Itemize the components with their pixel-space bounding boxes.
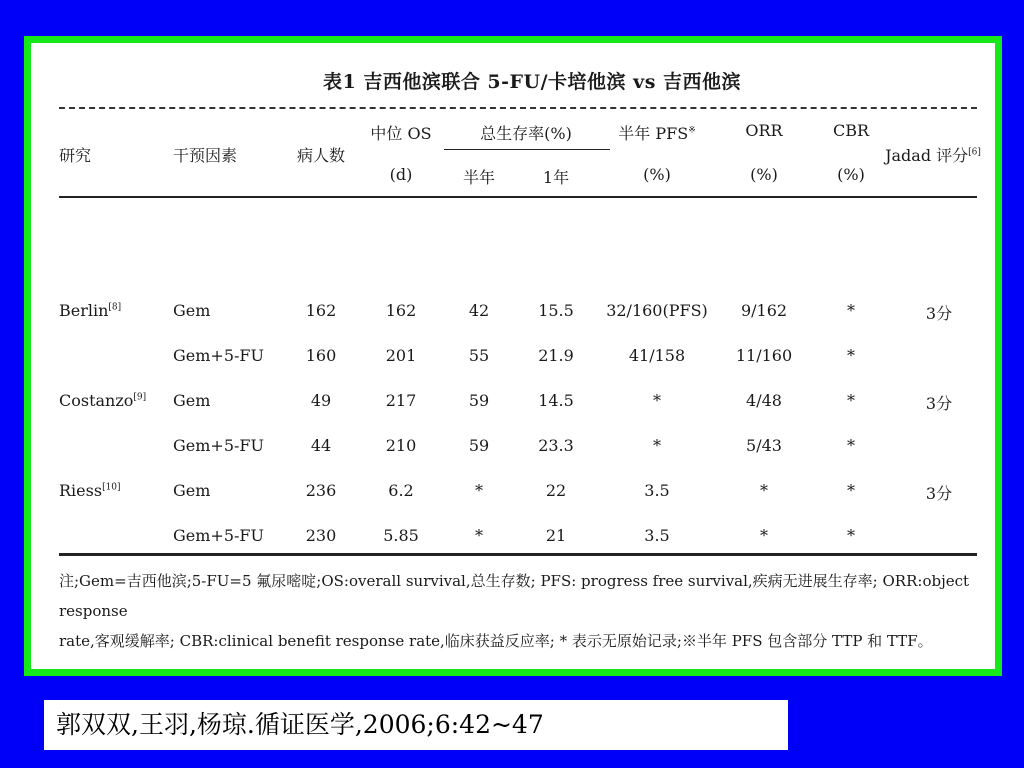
citation-box: 郭双双,王羽,杨琼.循证医学,2006;6:42~47 [44, 700, 788, 750]
table-image-frame [24, 36, 1002, 676]
cell-half-text: * [475, 481, 483, 500]
cell-os-text: 217 [385, 391, 417, 410]
cell-patients-text: 236 [305, 481, 337, 500]
cell-os [386, 436, 417, 455]
cell-pfs-text: 41/158 [628, 346, 686, 365]
header-orr: ORR [745, 121, 783, 140]
cell-half-text: 59 [468, 436, 490, 455]
header-intervention: 干预因素 [173, 146, 238, 165]
cell-half [475, 481, 483, 500]
cell-half [475, 526, 483, 545]
cell-patients-text: 230 [305, 526, 337, 545]
cell-one [538, 301, 574, 320]
top-rule [59, 107, 977, 109]
cell-intervention-text: Gem+5-FU [173, 436, 264, 455]
cell-one-text: 22 [545, 481, 567, 500]
note-line-1: 注;Gem=吉西他滨;5-FU=5 氟尿嘧啶;OS:overall survival,总生存数; PFS: progress free survival,疾病无进展生存率; ORR:object response [59, 572, 970, 620]
cell-half [469, 391, 489, 410]
cell-intervention [173, 481, 210, 500]
cell-one [538, 346, 574, 365]
cell-intervention-text: Gem [173, 481, 211, 500]
cell-os [388, 481, 413, 500]
cell-jadad [926, 301, 952, 324]
table-document [59, 43, 1005, 669]
header-jadad [885, 143, 981, 166]
table-row [59, 391, 1005, 431]
cell-cbr [847, 436, 855, 455]
table-row [59, 481, 1005, 521]
cell-one-text: 14.5 [538, 391, 574, 410]
cell-patients-text: 162 [305, 301, 337, 320]
header-median-os: 中位 OS [370, 124, 432, 143]
study-ref: [8] [108, 302, 122, 313]
cell-one [538, 436, 574, 455]
cell-os-text: 201 [385, 346, 417, 365]
cell-patients [306, 346, 337, 365]
header-jadad-ref: [6] [968, 147, 981, 158]
cell-half-text: 42 [468, 301, 490, 320]
cell-pfs [606, 301, 708, 320]
cell-pfs-text: 3.5 [644, 481, 670, 500]
header-jadad-label: Jadad 评分 [885, 146, 969, 165]
cell-one [546, 526, 566, 545]
cell-cbr-text: * [847, 436, 855, 455]
cell-orr [746, 436, 782, 455]
cell-study-text: Berlin [59, 301, 109, 320]
cell-cbr [847, 346, 855, 365]
cell-orr [741, 301, 787, 320]
bottom-rule [59, 553, 977, 556]
cell-cbr [847, 481, 855, 500]
header-orr-unit: (%) [750, 165, 778, 184]
cell-jadad-text: 3分 [925, 484, 953, 503]
header-overall-survival: 总生存率(%) [480, 124, 572, 143]
study-ref: [10] [102, 482, 121, 493]
cell-half-text: * [475, 526, 483, 545]
cell-patients [306, 481, 337, 500]
cell-one-text: 21.9 [538, 346, 574, 365]
cell-one [546, 481, 566, 500]
cell-pfs-text: 3.5 [644, 526, 670, 545]
cell-intervention [173, 301, 210, 320]
cell-orr-text: 4/48 [746, 391, 782, 410]
cell-intervention [173, 346, 264, 365]
cell-pfs [644, 526, 669, 545]
cell-pfs [644, 481, 669, 500]
cell-study-text: Riess [59, 481, 103, 500]
header-pfs-unit: (%) [643, 165, 671, 184]
cell-jadad [926, 391, 952, 414]
cell-orr [760, 526, 768, 545]
table-note [59, 566, 977, 656]
cell-study [59, 301, 121, 320]
cell-os [386, 346, 417, 365]
cell-pfs-text: 32/160(PFS) [606, 301, 708, 320]
header-rule [59, 196, 977, 198]
cell-cbr-text: * [847, 481, 855, 500]
cell-orr [746, 391, 782, 410]
cell-half [469, 301, 489, 320]
cell-study [59, 391, 146, 410]
cell-intervention-text: Gem [173, 391, 211, 410]
header-median-os-unit: (d) [389, 165, 413, 184]
cell-half [469, 346, 489, 365]
cell-intervention-text: Gem [173, 301, 211, 320]
cell-patients [311, 391, 331, 410]
cell-os-text: 162 [385, 301, 417, 320]
cell-intervention [173, 526, 264, 545]
cell-os-text: 6.2 [388, 481, 414, 500]
cell-pfs [629, 346, 685, 365]
cell-half [469, 436, 489, 455]
cell-orr-text: 9/162 [740, 301, 788, 320]
header-cbr-unit: (%) [837, 165, 865, 184]
cell-one-text: 15.5 [538, 301, 574, 320]
cell-orr-text: 11/160 [735, 346, 793, 365]
cell-intervention [173, 436, 264, 455]
cell-jadad [926, 481, 952, 504]
header-study: 研究 [59, 146, 92, 165]
cell-patients-text: 49 [310, 391, 332, 410]
cell-patients-text: 160 [305, 346, 337, 365]
header-pfs-mark: ※ [688, 125, 696, 136]
cell-cbr-text: * [847, 346, 855, 365]
cell-intervention-text: Gem+5-FU [173, 346, 264, 365]
cell-intervention [173, 391, 210, 410]
cell-cbr-text: * [847, 526, 855, 545]
cell-one-text: 21 [545, 526, 567, 545]
cell-intervention-text: Gem+5-FU [173, 526, 264, 545]
cell-orr [760, 481, 768, 500]
header-one-year: 1年 [542, 168, 570, 187]
cell-orr-text: * [760, 526, 768, 545]
note-line-2: rate,客观缓解率; CBR:clinical benefit response rate,临床获益反应率; * 表示无原始记录;※半年 PFS 包含部分 TTP 和 TTF。 [59, 632, 933, 650]
table-title: 表1 吉西他滨联合 5-FU/卡培他滨 vs 吉西他滨 [322, 71, 742, 93]
study-ref: [9] [133, 392, 147, 403]
cell-jadad-text: 3分 [925, 394, 953, 413]
cell-cbr-text: * [847, 391, 855, 410]
header-pfs-label: 半年 PFS [618, 124, 689, 143]
table-row [59, 436, 1005, 476]
cell-half-text: 55 [468, 346, 490, 365]
table-row [59, 301, 1005, 341]
cell-orr-text: * [760, 481, 768, 500]
table-row [59, 346, 1005, 386]
cell-patients-text: 44 [310, 436, 332, 455]
cell-cbr [847, 391, 855, 410]
cell-study [59, 481, 121, 500]
header-pfs [618, 121, 695, 144]
cell-os [386, 301, 417, 320]
cell-cbr-text: * [847, 301, 855, 320]
header-cbr: CBR [832, 121, 870, 140]
cell-patients [306, 301, 337, 320]
cell-os [383, 526, 419, 545]
header-half-year: 半年 [462, 168, 496, 187]
cell-patients [311, 436, 331, 455]
cell-pfs [653, 391, 661, 410]
cell-orr-text: 5/43 [746, 436, 782, 455]
cell-one [538, 391, 574, 410]
cell-pfs [653, 436, 661, 455]
cell-pfs-text: * [653, 436, 661, 455]
cell-half-text: 59 [468, 391, 490, 410]
cell-orr [736, 346, 792, 365]
cell-one-text: 23.3 [538, 436, 574, 455]
cell-study-text: Costanzo [59, 391, 134, 410]
cell-cbr [847, 526, 855, 545]
cell-os-text: 5.85 [383, 526, 419, 545]
cell-patients [306, 526, 337, 545]
cell-pfs-text: * [653, 391, 661, 410]
cell-os [386, 391, 417, 410]
cell-cbr [847, 301, 855, 320]
overall-survival-rule [444, 149, 610, 150]
cell-jadad-text: 3分 [925, 304, 953, 323]
cell-os-text: 210 [385, 436, 417, 455]
table-row [59, 526, 1005, 566]
header-patients: 病人数 [296, 146, 346, 165]
